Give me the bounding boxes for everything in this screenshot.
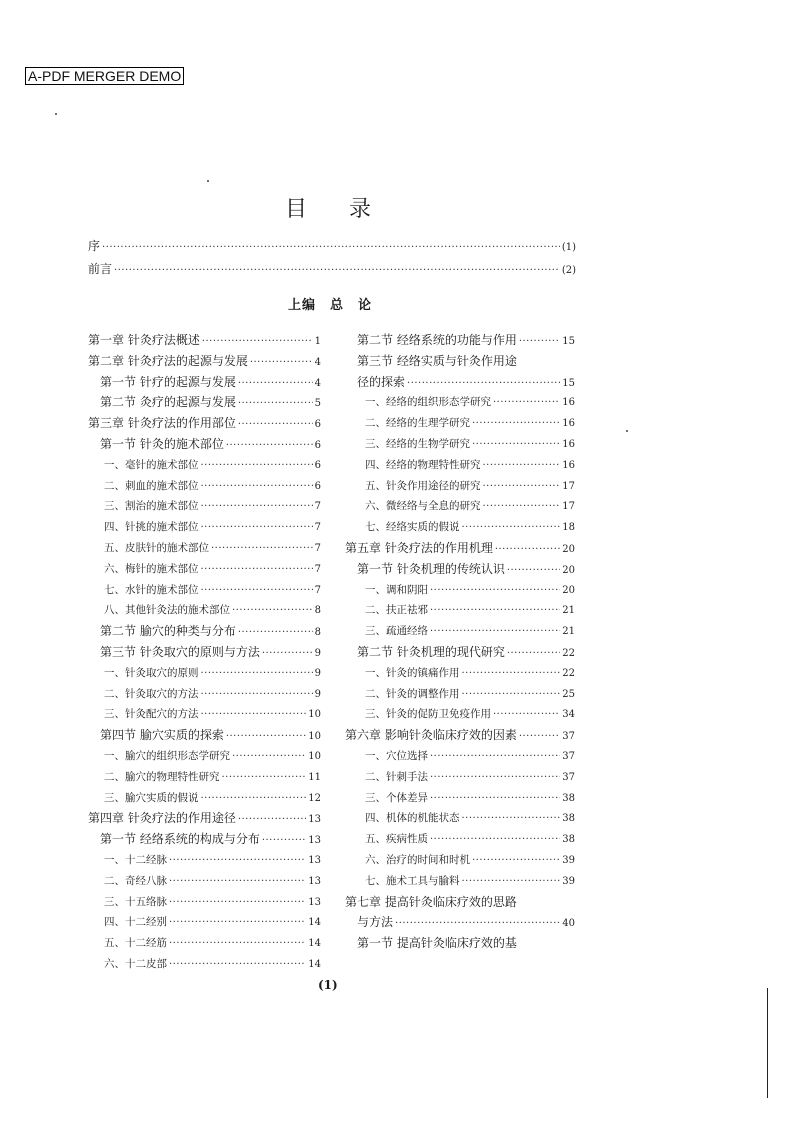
- toc-entry: [345, 829, 575, 850]
- toc-entry: [345, 476, 575, 497]
- dot-leader: [238, 623, 313, 642]
- toc-entry-page: 39: [562, 875, 575, 887]
- toc-entry: [88, 392, 321, 413]
- dot-leader: [493, 705, 560, 725]
- dot-leader: [462, 872, 561, 892]
- toc-entry-label: 前言: [88, 262, 113, 276]
- dot-leader: [519, 727, 560, 746]
- toc-entry: [345, 580, 575, 601]
- toc-entry: [88, 725, 321, 746]
- dot-leader: [201, 560, 313, 580]
- dot-leader: [395, 914, 560, 933]
- toc-entry-label: 一、针灸的镇痛作用: [365, 666, 460, 679]
- dot-leader: [238, 810, 306, 829]
- toc-entry-page: 14: [308, 958, 321, 970]
- toc-entry-page: 11: [308, 771, 321, 783]
- toc-entry-label: 三、腧穴实质的假说: [104, 791, 199, 804]
- toc-entry-page: 37: [562, 731, 575, 743]
- toc-entry-label: 第一节 针灸的施术部位: [100, 436, 224, 451]
- toc-entry-page: (1): [561, 242, 576, 253]
- toc-entry-page: 13: [308, 835, 321, 847]
- toc-entry-label: 二、针灸的调整作用: [365, 687, 460, 700]
- dot-leader: [169, 893, 306, 913]
- toc-entry-page: 18: [562, 522, 575, 534]
- toc-entry: [88, 663, 321, 684]
- toc-entry-page: 20: [562, 584, 575, 596]
- dot-leader: [495, 540, 560, 559]
- toc-entry: [345, 372, 575, 393]
- toc-entry: [345, 621, 575, 642]
- toc-entry-label: 二、针刺手法: [365, 770, 428, 783]
- toc-entry: [345, 538, 575, 559]
- front-matter-list: [88, 235, 576, 281]
- toc-entry-label: 第二节 灸疗的起源与发展: [100, 395, 236, 410]
- scan-speck: [207, 180, 209, 182]
- toc-entry: [88, 850, 321, 871]
- toc-entry-page: 7: [314, 501, 321, 513]
- toc-entry-label: 七、施术工具与腧料: [365, 874, 460, 887]
- toc-entry-label: 一、腧穴的组织形态学研究: [104, 749, 230, 762]
- toc-entry: [345, 788, 575, 809]
- dot-leader: [201, 477, 313, 497]
- dot-leader: [201, 518, 313, 538]
- dot-leader: [169, 872, 306, 892]
- toc-entry-label: 一、十二经脉: [104, 853, 167, 866]
- toc-entry-page: 13: [308, 896, 321, 908]
- toc-entry: [88, 351, 321, 372]
- dot-leader: [507, 644, 560, 663]
- toc-entry: [88, 746, 321, 767]
- toc-entry-page: 12: [308, 792, 321, 804]
- toc-entry: [88, 684, 321, 705]
- toc-entry-page: 40: [562, 918, 575, 930]
- toc-entry-page: 14: [308, 938, 321, 950]
- dot-leader: [102, 236, 560, 258]
- toc-entry-label: 一、毫针的施术部位: [104, 458, 199, 471]
- toc-entry-page: 9: [314, 667, 321, 679]
- toc-entry-label: 四、十二经别: [104, 916, 167, 929]
- toc-entry: [345, 330, 575, 351]
- toc-entry-page: 6: [314, 480, 321, 492]
- scan-edge-line: [767, 988, 768, 1098]
- toc-entry-page: 13: [308, 854, 321, 866]
- toc-entry-page: 37: [562, 750, 575, 762]
- dot-leader: [472, 414, 560, 434]
- toc-entry-label: 四、经络的物理特性研究: [365, 458, 481, 471]
- toc-entry: [88, 455, 321, 476]
- toc-entry-label: 二、经络的生理学研究: [365, 417, 470, 430]
- toc-entry-page: 17: [562, 480, 575, 492]
- toc-entry-page: 21: [562, 626, 575, 638]
- toc-entry-page: 21: [562, 605, 575, 617]
- toc-entry: [345, 559, 575, 580]
- toc-entry: [88, 954, 321, 975]
- toc-entry-label: 二、扶正祛邪: [365, 604, 428, 617]
- toc-entry-label: 二、刺血的施术部位: [104, 479, 199, 492]
- toc-entry-page: 16: [562, 418, 575, 430]
- dot-leader: [250, 353, 313, 372]
- toc-entry: [345, 642, 575, 663]
- dot-leader: [169, 913, 306, 933]
- dot-leader: [493, 393, 560, 413]
- toc-entry: [345, 850, 575, 871]
- toc-entry-label: 七、水针的施术部位: [104, 583, 199, 596]
- dot-leader: [226, 727, 306, 746]
- dot-leader: [462, 685, 561, 705]
- toc-entry-label: 第三节 针灸取穴的原则与方法: [100, 644, 260, 659]
- toc-entry: [88, 933, 321, 954]
- toc-entry: [88, 871, 321, 892]
- dot-leader: [169, 934, 306, 954]
- toc-entry: [345, 434, 575, 455]
- dot-leader: [507, 561, 560, 580]
- toc-entry-page: 7: [314, 522, 321, 534]
- toc-entry-label: 三、针灸的促防卫免疫作用: [365, 708, 491, 721]
- toc-entry: [88, 808, 321, 829]
- toc-entry: [88, 600, 321, 621]
- toc-entry: [88, 642, 321, 663]
- dot-leader: [238, 374, 313, 393]
- dot-leader: [201, 685, 313, 705]
- scan-speck: [55, 113, 57, 115]
- toc-entry: [345, 351, 575, 372]
- dot-leader: [472, 435, 560, 455]
- dot-leader: [201, 581, 313, 601]
- toc-entry-label: 与方法: [357, 915, 394, 930]
- toc-entry: [88, 892, 321, 913]
- dot-leader: [430, 601, 560, 621]
- dot-leader: [232, 601, 313, 621]
- toc-entry-label: 二、腧穴的物理特性研究: [104, 770, 220, 783]
- toc-entry-page: 10: [308, 750, 321, 762]
- toc-entry: [345, 413, 575, 434]
- toc-entry-page: 9: [314, 647, 321, 659]
- toc-left-column: [88, 330, 321, 975]
- part-heading: [288, 294, 372, 313]
- toc-entry-label: 二、奇经八脉: [104, 874, 167, 887]
- dot-leader: [430, 830, 560, 850]
- toc-entry-label: 第六章 影响针灸临床疗效的因素: [345, 728, 517, 743]
- toc-entry-label: 第一节 针疗的起源与发展: [100, 374, 236, 389]
- part-heading-word: 总: [330, 298, 345, 313]
- dot-leader: [483, 477, 561, 497]
- dot-leader: [201, 456, 313, 476]
- toc-entry-page: 4: [314, 356, 321, 368]
- dot-leader: [238, 394, 313, 413]
- title-char: 录: [349, 197, 374, 222]
- toc-entry-page: 15: [562, 336, 575, 347]
- toc-entry-label: 三、针灸配穴的方法: [104, 708, 199, 721]
- dot-leader: [430, 789, 560, 809]
- dot-leader: [211, 539, 313, 559]
- dot-leader: [222, 768, 307, 788]
- toc-entry: [345, 684, 575, 705]
- page-number: (1): [318, 978, 338, 992]
- toc-entry-page: 10: [308, 731, 321, 743]
- toc-entry-label: 第二节 经络系统的功能与作用: [357, 333, 517, 347]
- toc-entry-label: 第二节 针灸机理的现代研究: [357, 644, 505, 659]
- title-char: 目: [285, 197, 310, 222]
- dot-leader: [462, 809, 561, 829]
- toc-entry-label: 四、机体的机能状态: [365, 812, 460, 825]
- toc-entry-page: 14: [308, 917, 321, 929]
- toc-entry: [345, 663, 575, 684]
- toc-entry: [88, 829, 321, 850]
- dot-leader: [519, 332, 560, 351]
- toc-entry-label: 五、疾病性质: [365, 833, 428, 846]
- dot-leader: [201, 789, 307, 809]
- part-heading-word: 上编: [288, 298, 317, 313]
- toc-entry-label: 五、针灸作用途径的研究: [365, 479, 481, 492]
- toc-entry-page: 10: [308, 709, 321, 721]
- toc-entry-preface: [88, 235, 576, 258]
- dot-leader: [202, 332, 313, 351]
- dot-leader: [114, 259, 560, 281]
- toc-entry-page: 16: [562, 397, 575, 409]
- toc-entry-page: 7: [314, 563, 321, 575]
- toc-entry-page: 39: [562, 854, 575, 866]
- dot-leader: [462, 518, 561, 538]
- toc-entry: [88, 517, 321, 538]
- toc-entry-page: 13: [308, 814, 321, 826]
- dot-leader: [407, 374, 560, 393]
- page-title: [285, 192, 373, 223]
- toc-entry: [88, 912, 321, 933]
- toc-entry-page: 16: [562, 459, 575, 471]
- toc-entry-page: 6: [314, 439, 321, 451]
- toc-entry-label: 四、针挑的施术部位: [104, 521, 199, 534]
- toc-entry-page: 37: [562, 771, 575, 783]
- toc-entry-label: 一、针灸取穴的原则: [104, 666, 199, 679]
- toc-entry-label: 径的探索: [357, 374, 406, 389]
- toc-entry-page: 38: [562, 834, 575, 846]
- toc-entry: [345, 746, 575, 767]
- dot-leader: [238, 415, 313, 434]
- toc-entry-foreword: [88, 258, 576, 281]
- dot-leader: [262, 644, 313, 663]
- toc-entry-page: 38: [562, 792, 575, 804]
- toc-entry: [345, 767, 575, 788]
- toc-entry: [88, 559, 321, 580]
- part-heading-word: 论: [358, 298, 373, 313]
- dot-leader: [430, 622, 560, 642]
- dot-leader: [483, 456, 561, 476]
- dot-leader: [430, 768, 560, 788]
- toc-entry: [88, 767, 321, 788]
- toc-entry-page: 17: [562, 501, 575, 513]
- toc-entry: [345, 808, 575, 829]
- toc-entry-page: 22: [562, 647, 575, 659]
- toc-entry: [345, 933, 575, 954]
- watermark-stamp: A-PDF MERGER DEMO: [25, 67, 184, 85]
- dot-leader: [430, 747, 560, 767]
- toc-entry-page: 15: [562, 377, 575, 389]
- toc-entry: [88, 434, 321, 455]
- toc-entry-label: 三、割治的施术部位: [104, 500, 199, 513]
- toc-entry-page: 22: [562, 667, 575, 679]
- toc-entry-page: 6: [314, 459, 321, 471]
- toc-entry-label: 一、经络的组织形态学研究: [365, 396, 491, 409]
- toc-entry-page: 20: [562, 564, 575, 576]
- toc-entry: [345, 892, 575, 913]
- toc-entry: [88, 580, 321, 601]
- toc-entry-page: 13: [308, 875, 321, 887]
- toc-entry: [345, 725, 575, 746]
- toc-entry-label: 第三节 经络实质与针灸作用途: [357, 353, 517, 368]
- toc-entry-label: 第一节 针灸机理的传统认识: [357, 561, 505, 576]
- toc-entry-label: 七、经络实质的假说: [365, 521, 460, 534]
- dot-leader: [262, 831, 306, 850]
- toc-entry-label: 第二节 腧穴的种类与分布: [100, 624, 236, 639]
- toc-right-column: [345, 330, 575, 954]
- dot-leader: [169, 955, 306, 975]
- toc-entry: [88, 476, 321, 497]
- toc-entry-page: 9: [314, 688, 321, 700]
- toc-entry-label: 第四节 腧穴实质的探索: [100, 728, 224, 743]
- toc-entry-label: 三、个体差异: [365, 791, 428, 804]
- toc-entry-label: 第一节 提高针灸临床疗效的基: [357, 936, 517, 951]
- toc-entry-label: 三、经络的生物学研究: [365, 437, 470, 450]
- dot-leader: [201, 705, 307, 725]
- toc-entry: [345, 871, 575, 892]
- toc-entry-label: 序: [88, 239, 101, 253]
- toc-entry-page: 20: [562, 543, 575, 555]
- toc-entry-label: 八、其他针灸法的施术部位: [104, 604, 230, 617]
- toc-entry: [345, 704, 575, 725]
- toc-entry: [88, 788, 321, 809]
- toc-entry: [345, 392, 575, 413]
- toc-entry-page: (2): [561, 265, 576, 276]
- toc-entry-page: 7: [314, 542, 321, 554]
- toc-entry: [88, 496, 321, 517]
- toc-entry-label: 一、调和阴阳: [365, 583, 428, 596]
- toc-entry-label: 第二章 针灸疗法的起源与发展: [88, 353, 248, 368]
- toc-entry: [88, 372, 321, 393]
- toc-entry-page: 8: [314, 627, 321, 639]
- toc-entry-label: 第一章 针灸疗法概述: [88, 333, 200, 347]
- toc-entry-label: 五、十二经筋: [104, 937, 167, 950]
- toc-entry-label: 第七章 提高针灸临床疗效的思路: [345, 894, 517, 909]
- dot-leader: [201, 497, 313, 517]
- toc-entry-page: 34: [562, 709, 575, 721]
- toc-entry-label: 第五章 针灸疗法的作用机理: [345, 540, 493, 555]
- dot-leader: [462, 664, 561, 684]
- dot-leader: [472, 851, 560, 871]
- dot-leader: [232, 747, 306, 767]
- toc-entry: [345, 517, 575, 538]
- toc-entry-label: 六、微经络与全息的研究: [365, 500, 481, 513]
- toc-entry: [345, 600, 575, 621]
- toc-entry: [345, 912, 575, 933]
- toc-entry-page: 16: [562, 438, 575, 450]
- scan-speck: [626, 430, 628, 432]
- toc-entry-label: 五、皮肤针的施术部位: [104, 541, 209, 554]
- toc-entry: [88, 538, 321, 559]
- toc-entry-label: 六、治疗的时间和时机: [365, 853, 470, 866]
- toc-entry-page: 1: [314, 336, 321, 347]
- toc-entry-label: 第一节 经络系统的构成与分布: [100, 832, 260, 847]
- dot-leader: [169, 851, 306, 871]
- toc-entry-page: 6: [314, 419, 321, 431]
- toc-entry-label: 三、疏通经络: [365, 625, 428, 638]
- toc-entry-page: 5: [314, 398, 321, 410]
- dot-leader: [483, 497, 561, 517]
- toc-entry-label: 第四章 针灸疗法的作用途径: [88, 811, 236, 826]
- toc-entry: [345, 455, 575, 476]
- toc-entry-page: 4: [314, 377, 321, 389]
- toc-entry-page: 38: [562, 813, 575, 825]
- toc-entry-page: 8: [314, 605, 321, 617]
- toc-entry: [88, 413, 321, 434]
- dot-leader: [430, 581, 560, 601]
- toc-entry-label: 第三章 针灸疗法的作用部位: [88, 416, 236, 431]
- toc-entry-label: 二、针灸取穴的方法: [104, 687, 199, 700]
- dot-leader: [201, 664, 313, 684]
- toc-entry: [88, 330, 321, 351]
- toc-entry-label: 一、穴位选择: [365, 749, 428, 762]
- toc-entry: [345, 496, 575, 517]
- toc-entry-label: 六、梅针的施术部位: [104, 562, 199, 575]
- toc-entry-label: 六、十二皮部: [104, 957, 167, 970]
- toc-entry-page: 7: [314, 584, 321, 596]
- toc-entry: [88, 704, 321, 725]
- dot-leader: [226, 436, 313, 455]
- toc-entry: [88, 621, 321, 642]
- toc-entry-label: 三、十五络脉: [104, 895, 167, 908]
- toc-entry-page: 25: [562, 688, 575, 700]
